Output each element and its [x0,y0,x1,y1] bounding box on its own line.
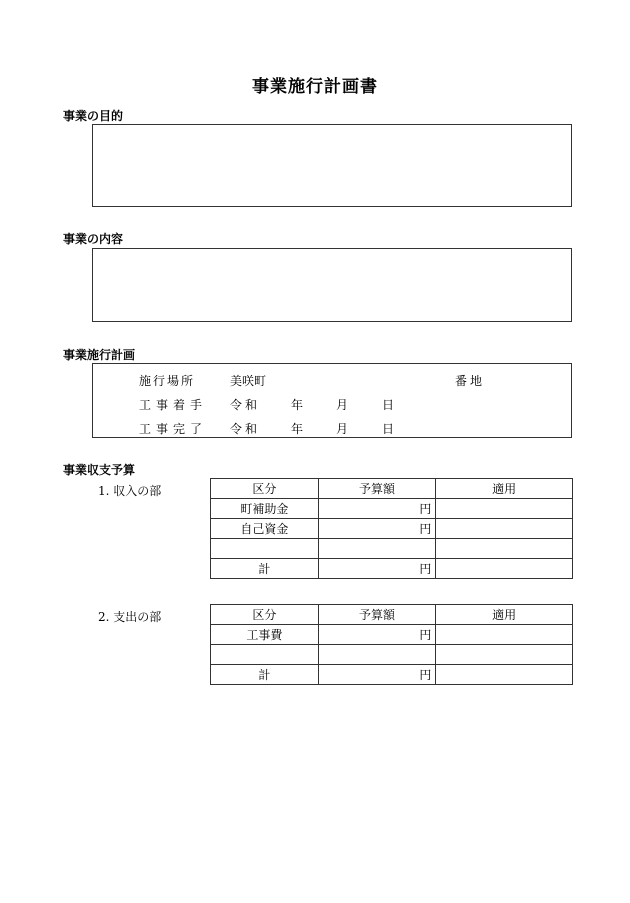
end-era: 令和 [230,422,261,436]
section-heading-plan: 事業施行計画 [63,348,136,362]
income-remarks-cell[interactable] [436,499,573,519]
expense-total-amount[interactable]: 円 [318,665,436,685]
purpose-box[interactable] [92,124,572,207]
table-header-row [211,605,573,625]
income-remarks-cell[interactable] [436,539,573,559]
start-day: 日 [382,398,395,412]
end-day: 日 [382,422,395,436]
expense-remarks-cell[interactable] [436,625,573,645]
expense-amount-cell[interactable]: 円 [318,625,436,645]
income-category-cell: 自己資金 [211,519,319,539]
income-label: 1. 収入の部 [98,484,162,498]
end-month: 月 [336,422,349,436]
income-remarks-cell[interactable] [436,519,573,539]
section-heading-budget: 事業収支予算 [63,463,136,477]
expense-total-label: 計 [211,665,319,685]
table-row [211,625,573,645]
end-label: 工事完了 [139,422,208,436]
header-category: 区分 [211,479,319,499]
section-heading-purpose: 事業の目的 [63,109,124,123]
table-row [211,539,573,559]
expense-category-cell: 工事費 [211,625,319,645]
income-total-amount[interactable]: 円 [318,559,436,579]
income-total-remarks[interactable] [436,559,573,579]
income-category-cell: 町補助金 [211,499,319,519]
income-amount-cell[interactable]: 円 [318,499,436,519]
income-amount-cell[interactable]: 円 [318,519,436,539]
table-row [211,645,573,665]
expense-table [210,604,573,685]
start-month: 月 [336,398,349,412]
section-heading-content: 事業の内容 [63,232,124,246]
expense-label: 2. 支出の部 [98,610,162,624]
income-category-cell[interactable] [211,539,319,559]
start-year: 年 [291,398,304,412]
table-total-row [211,559,573,579]
end-year: 年 [291,422,304,436]
banchi-label: 番地 [455,374,486,388]
location-value: 美咲町 [230,374,267,388]
table-row [211,499,573,519]
table-header-row [211,479,573,499]
header-amount: 予算額 [318,479,436,499]
header-category: 区分 [211,605,319,625]
header-amount: 予算額 [318,605,436,625]
income-total-label: 計 [211,559,319,579]
start-label: 工事着手 [139,398,208,412]
table-row [211,519,573,539]
start-era: 令和 [230,398,261,412]
expense-total-remarks[interactable] [436,665,573,685]
income-table [210,478,573,579]
expense-category-cell[interactable] [211,645,319,665]
header-remarks: 適用 [436,479,573,499]
plan-start-row [93,396,571,420]
plan-end-row [93,420,571,444]
location-label: 施行場所 [139,374,196,388]
header-remarks: 適用 [436,605,573,625]
plan-box [92,363,572,438]
expense-remarks-cell[interactable] [436,645,573,665]
table-total-row [211,665,573,685]
plan-location-row [93,372,571,396]
expense-amount-cell[interactable] [318,645,436,665]
income-amount-cell[interactable] [318,539,436,559]
document-title: 事業施行計画書 [252,77,378,97]
content-box[interactable] [92,248,572,322]
